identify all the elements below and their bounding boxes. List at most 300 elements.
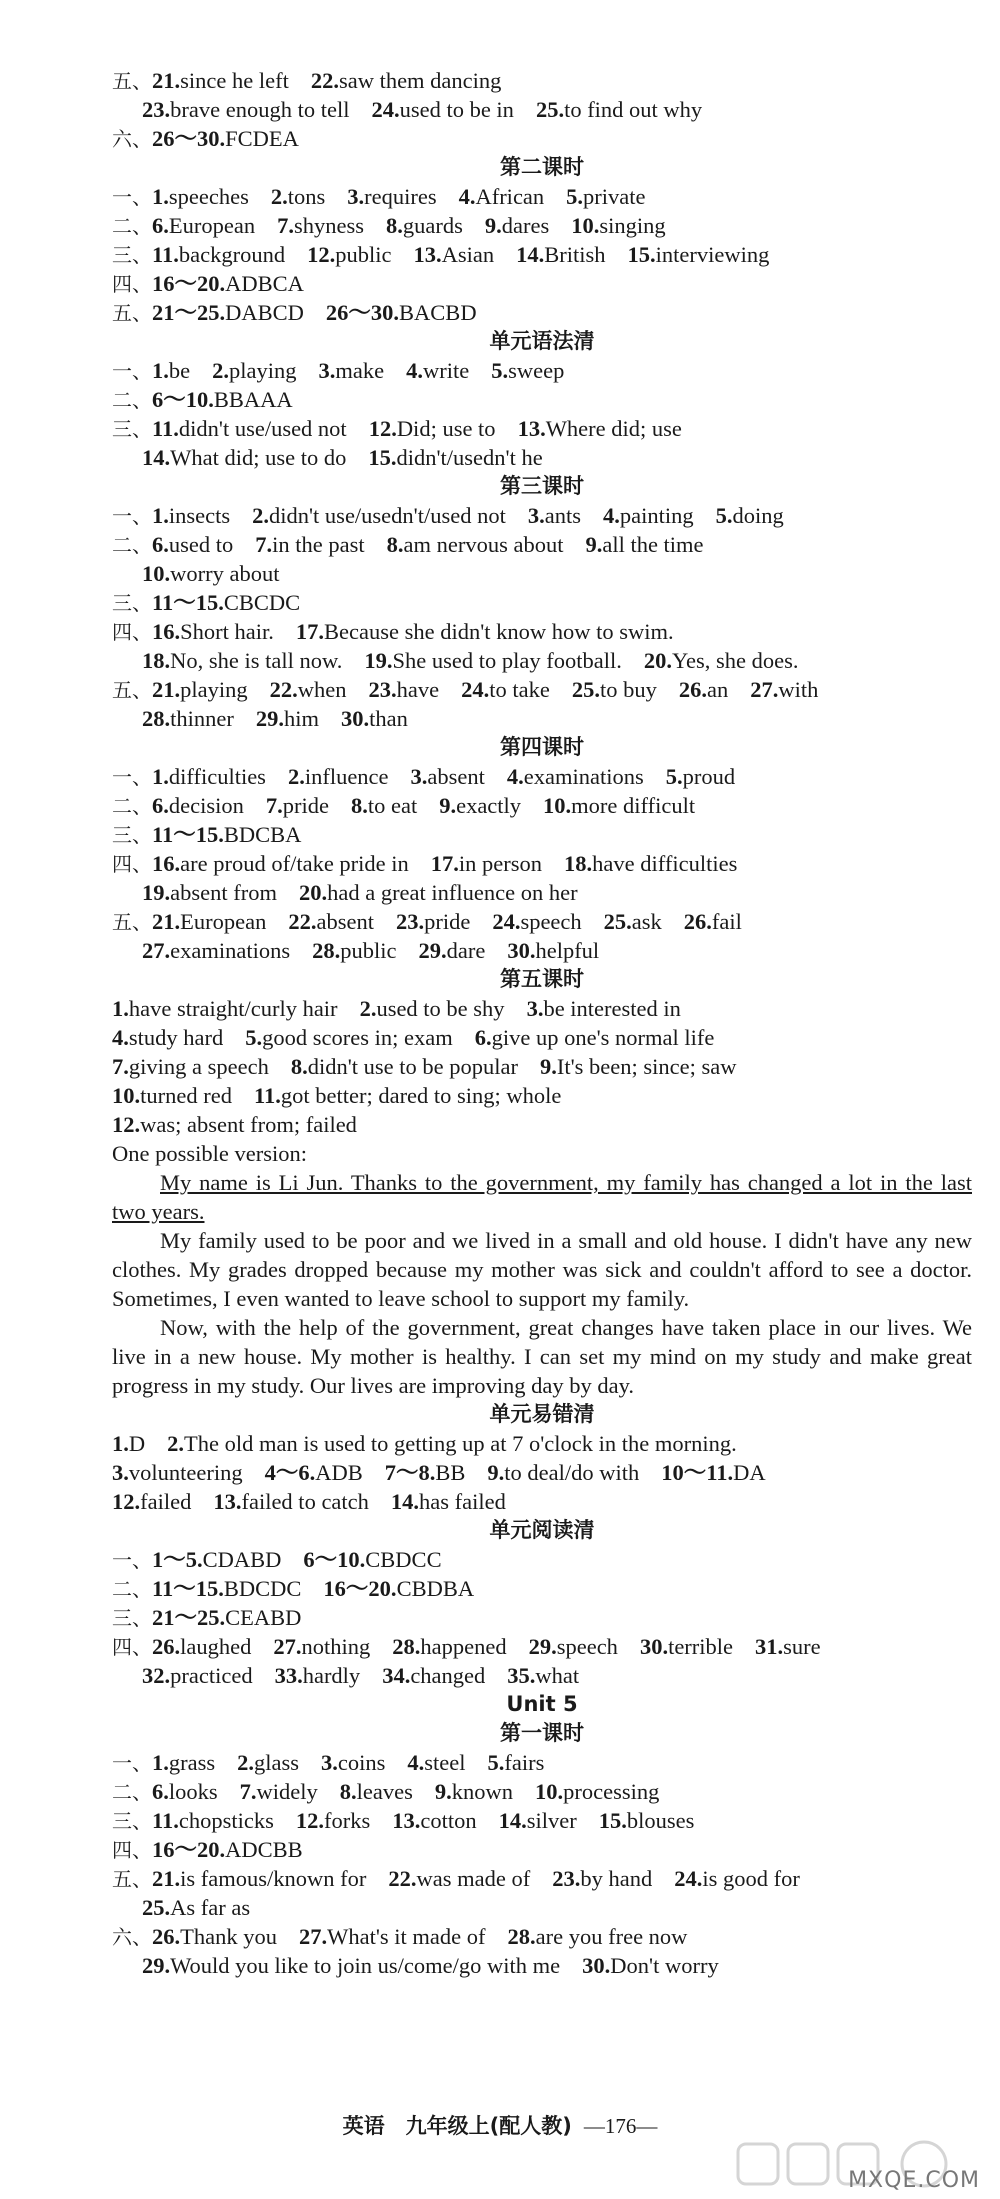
answer-text: pride — [424, 909, 471, 934]
section-prefix: 一、 — [112, 765, 152, 789]
question-number: 2. — [237, 1750, 254, 1775]
answer-item — [387, 532, 564, 557]
answer-line — [112, 704, 972, 733]
answer-item — [152, 1605, 301, 1630]
answer-item — [571, 213, 665, 238]
question-number: 10. — [543, 793, 572, 818]
question-number: 3. — [318, 358, 336, 383]
answer-line — [112, 530, 972, 559]
question-number: 24. — [492, 909, 521, 934]
question-number: 10～11. — [661, 1460, 734, 1485]
answer-text: proud — [682, 764, 736, 789]
answer-item — [255, 532, 364, 557]
question-number: 1. — [152, 764, 169, 789]
answer-item — [323, 1576, 474, 1601]
question-number: 2. — [287, 764, 305, 789]
answer-line — [112, 443, 972, 472]
answer-text: are proud of/take pride in — [180, 851, 409, 876]
section-prefix: 四、 — [112, 272, 152, 296]
essay-paragraph: My name is Li Jun. Thanks to the government, my family has changed a lot in the last two years. — [112, 1170, 972, 1224]
section-heading: Unit 5 — [506, 1692, 578, 1716]
question-number: 2. — [359, 996, 377, 1021]
answer-item — [307, 242, 391, 267]
answer-item — [518, 416, 682, 441]
answer-item — [516, 242, 605, 267]
question-number: 19. — [364, 648, 393, 673]
question-number: 30. — [582, 1953, 611, 1978]
question-number: 30. — [341, 706, 370, 731]
answer-item — [142, 561, 279, 586]
answer-text: ask — [631, 909, 662, 934]
answer-item — [265, 1460, 363, 1485]
answer-item — [475, 1025, 715, 1050]
answer-item — [413, 242, 494, 267]
answer-page — [112, 66, 972, 1980]
question-number: 11. — [152, 416, 179, 441]
question-number: 7～8. — [384, 1460, 436, 1485]
answer-item — [368, 445, 542, 470]
answer-line — [112, 820, 972, 849]
answer-item — [674, 1866, 800, 1891]
answer-text: guards — [402, 213, 463, 238]
answer-item — [439, 793, 521, 818]
answer-text: As far as — [170, 1895, 251, 1920]
answer-text: sure — [783, 1634, 821, 1659]
question-number: 22. — [269, 677, 298, 702]
answer-item — [112, 1460, 243, 1485]
section-prefix: 二、 — [112, 388, 152, 412]
question-number: 11. — [253, 1083, 281, 1108]
answer-item — [603, 503, 694, 528]
answer-item — [245, 1025, 452, 1050]
question-number: 10. — [112, 1083, 141, 1108]
answer-line — [112, 762, 972, 791]
question-number: 23. — [552, 1866, 581, 1891]
section-prefix: 三、 — [112, 823, 152, 847]
question-number: 28. — [507, 1924, 536, 1949]
answer-item — [661, 1460, 765, 1485]
answer-text: Thank you — [180, 1924, 277, 1949]
question-number: 11. — [152, 242, 179, 267]
answer-item — [507, 938, 599, 963]
answer-text: Did; use to — [396, 416, 496, 441]
answer-text: didn't/usedn't he — [396, 445, 543, 470]
answer-item — [418, 938, 485, 963]
answer-text: didn't use/usedn't/used not — [269, 503, 506, 528]
answer-text: giving a speech — [128, 1054, 269, 1079]
answer-item — [213, 1489, 369, 1514]
question-number: 8. — [385, 213, 403, 238]
answer-item — [351, 793, 417, 818]
question-number: 11～15. — [152, 822, 224, 847]
answer-text: What's it made of — [327, 1924, 486, 1949]
answer-text: was; absent from; failed — [140, 1112, 357, 1137]
answer-text: speech — [520, 909, 582, 934]
answer-item — [152, 590, 300, 615]
answer-item — [326, 300, 477, 325]
answer-text: steel — [424, 1750, 466, 1775]
answer-line — [112, 414, 972, 443]
answer-text: Would you like to join us/come/go with me — [170, 1953, 561, 1978]
answer-line — [112, 1632, 972, 1661]
answer-text: painting — [619, 503, 694, 528]
answer-item — [566, 184, 645, 209]
question-number: 5. — [566, 184, 584, 209]
answer-text: make — [335, 358, 385, 383]
answer-item — [461, 677, 550, 702]
answer-text: be interested in — [543, 996, 681, 1021]
answer-item — [270, 677, 347, 702]
answer-item — [152, 1808, 274, 1833]
question-number: 1. — [112, 1431, 129, 1456]
section-heading: 单元易错清 — [489, 1402, 595, 1426]
question-number: 12. — [295, 1808, 325, 1833]
answer-item — [684, 909, 742, 934]
question-number: 8. — [290, 1054, 308, 1079]
question-number: 24. — [371, 97, 400, 122]
answer-item — [392, 1808, 476, 1833]
answer-item — [540, 1054, 737, 1079]
answer-text: study hard — [128, 1025, 224, 1050]
answer-text: volunteering — [128, 1460, 243, 1485]
answer-item — [750, 677, 818, 702]
answer-item — [319, 358, 385, 383]
section-prefix: 五、 — [112, 678, 152, 702]
answer-text: to buy — [599, 677, 657, 702]
answer-text: ants — [544, 503, 581, 528]
answer-item — [152, 300, 304, 325]
answer-item — [296, 1808, 370, 1833]
answer-line — [112, 907, 972, 936]
question-number: 16. — [152, 851, 181, 876]
answer-text: used to be shy — [376, 996, 505, 1021]
question-number: 22. — [388, 1866, 417, 1891]
answer-item — [585, 532, 703, 557]
question-number: 1. — [112, 996, 129, 1021]
answer-item — [499, 1808, 577, 1833]
section-prefix: 四、 — [112, 1838, 152, 1862]
question-number: 29. — [418, 938, 447, 963]
question-number: 27. — [750, 677, 779, 702]
answer-text: processing — [563, 1779, 660, 1804]
answer-text: DABCD — [225, 300, 304, 325]
answer-line — [112, 1487, 972, 1516]
answer-line — [112, 1748, 972, 1777]
answer-text: to eat — [367, 793, 418, 818]
answer-line — [112, 240, 972, 269]
answer-text: examinations — [170, 938, 291, 963]
section-prefix: 六、 — [112, 127, 152, 151]
question-number: 31. — [755, 1634, 784, 1659]
footer-label: 英语 九年级上(配人教) — [342, 2114, 572, 2138]
question-number: 8. — [339, 1779, 357, 1804]
answer-line — [112, 646, 972, 675]
answer-text: European — [168, 213, 256, 238]
question-number: 23. — [142, 97, 171, 122]
answer-text: D — [128, 1431, 146, 1456]
answer-text: when — [297, 677, 347, 702]
answer-text: write — [422, 358, 470, 383]
answer-text: looks — [168, 1779, 218, 1804]
section-heading: 第一课时 — [500, 1721, 584, 1745]
answer-text: practiced — [170, 1663, 253, 1688]
question-number: 7. — [277, 213, 294, 238]
answer-line — [112, 356, 972, 385]
answer-item — [152, 213, 255, 238]
question-number: 29. — [142, 1953, 171, 1978]
answer-text: BB — [435, 1460, 466, 1485]
question-number: 13. — [392, 1808, 421, 1833]
question-number: 14. — [516, 242, 545, 267]
question-number: 5. — [715, 503, 733, 528]
answer-item — [382, 1663, 485, 1688]
answer-item — [435, 1779, 513, 1804]
answer-item — [485, 213, 549, 238]
answer-text: than — [369, 706, 408, 731]
section-heading: 单元语法清 — [489, 329, 595, 353]
question-number: 21～25. — [152, 1605, 226, 1630]
answer-item — [152, 851, 409, 876]
answer-text: She used to play football. — [392, 648, 622, 673]
answer-item — [364, 648, 621, 673]
answer-item — [152, 822, 301, 847]
section-heading: 第四课时 — [500, 735, 584, 759]
answer-item — [256, 706, 319, 731]
answer-item — [299, 880, 578, 905]
answer-text: known — [451, 1779, 513, 1804]
question-number: 2. — [167, 1431, 184, 1456]
question-number: 9. — [540, 1054, 557, 1079]
section-heading: 第二课时 — [500, 155, 584, 179]
answer-item — [212, 358, 296, 383]
answer-item — [385, 1460, 466, 1485]
answer-line — [112, 559, 972, 588]
answer-line — [112, 936, 972, 965]
answer-text: tons — [287, 184, 326, 209]
section-prefix: 五、 — [112, 301, 152, 325]
answer-item — [431, 851, 542, 876]
answer-text: is good for — [702, 1866, 800, 1891]
answer-text: insects — [168, 503, 231, 528]
answer-item — [392, 1634, 506, 1659]
answer-text: fail — [711, 909, 742, 934]
question-number: 25. — [571, 677, 600, 702]
answer-item — [240, 1779, 318, 1804]
answer-text: British — [544, 242, 606, 267]
section-prefix: 三、 — [112, 243, 152, 267]
answer-text: thinner — [170, 706, 234, 731]
question-number: 28. — [312, 938, 341, 963]
question-number: 5. — [665, 764, 683, 789]
answer-text: helpful — [535, 938, 600, 963]
answer-text: ADB — [315, 1460, 363, 1485]
answer-line — [112, 182, 972, 211]
question-number: 9. — [585, 532, 603, 557]
answer-line — [112, 1081, 972, 1110]
answer-line — [112, 1661, 972, 1690]
question-number: 6. — [152, 532, 169, 557]
question-number: 32. — [142, 1663, 171, 1688]
question-number: 2. — [270, 184, 288, 209]
answer-text: have — [396, 677, 440, 702]
answer-line — [112, 1603, 972, 1632]
answer-item — [112, 1489, 191, 1514]
answer-text: CBDBA — [396, 1576, 475, 1601]
answer-line — [112, 1458, 972, 1487]
answer-item — [371, 97, 513, 122]
answer-item — [391, 1489, 506, 1514]
answer-text: No, she is tall now. — [170, 648, 343, 673]
question-number: 21. — [152, 1866, 181, 1891]
answer-text: examinations — [523, 764, 644, 789]
answer-text: all the time — [602, 532, 704, 557]
answer-text: speeches — [168, 184, 249, 209]
answer-line — [112, 1835, 972, 1864]
answer-text: CEABD — [225, 1605, 302, 1630]
answer-item — [152, 1750, 215, 1775]
question-number: 4. — [407, 1750, 425, 1775]
answer-text: FCDEA — [225, 126, 299, 151]
question-number: 28. — [392, 1634, 421, 1659]
question-number: 4. — [458, 184, 476, 209]
answer-item — [252, 503, 506, 528]
answer-text: requires — [364, 184, 437, 209]
question-number: 2. — [252, 503, 269, 528]
answer-item — [529, 1634, 618, 1659]
answer-item — [142, 880, 277, 905]
question-number: 12. — [112, 1112, 141, 1137]
answer-line — [112, 1951, 972, 1980]
answer-item — [277, 213, 364, 238]
question-number: 19. — [142, 880, 171, 905]
answer-item — [142, 445, 346, 470]
answer-item — [536, 97, 702, 122]
question-number: 3. — [410, 764, 428, 789]
question-number: 23. — [395, 909, 425, 934]
answer-item — [386, 213, 463, 238]
question-number: 24. — [461, 677, 490, 702]
question-number: 22. — [310, 68, 339, 93]
question-number: 6. — [474, 1025, 492, 1050]
answer-item — [527, 996, 681, 1021]
question-number: 1. — [152, 503, 169, 528]
answer-line — [112, 1023, 972, 1052]
question-number: 6. — [152, 793, 169, 818]
answer-text: give up one's normal life — [491, 1025, 715, 1050]
question-number: 16. — [152, 619, 181, 644]
answer-text: nothing — [301, 1634, 371, 1659]
section-prefix: 四、 — [112, 852, 152, 876]
answer-text: BBAAA — [213, 387, 293, 412]
essay-paragraph: Now, with the help of the government, great changes have taken place in our lives. We live in a new house. My mother is healthy. I can set my mind on my study and make great progress in my study. Our lives are improving day by day. — [112, 1315, 972, 1398]
answer-text: brave enough to tell — [170, 97, 350, 122]
answer-item — [271, 184, 325, 209]
answer-item — [487, 1750, 544, 1775]
answer-item — [254, 1083, 561, 1108]
question-number: 9. — [487, 1460, 505, 1485]
answer-line — [112, 211, 972, 240]
answer-line — [112, 1806, 972, 1835]
question-number: 27. — [142, 938, 171, 963]
question-number: 26. — [683, 909, 712, 934]
question-number: 10. — [534, 1779, 564, 1804]
answer-text: more difficult — [571, 793, 696, 818]
answer-item — [411, 764, 485, 789]
section-prefix: 四、 — [112, 620, 152, 644]
question-number: 25. — [142, 1895, 171, 1920]
answer-text: terrible — [668, 1634, 734, 1659]
answer-text: didn't use/used not — [178, 416, 347, 441]
section-prefix: 一、 — [112, 185, 152, 209]
question-number: 3. — [112, 1460, 129, 1485]
answer-text: DA — [733, 1460, 766, 1485]
answer-item — [288, 909, 374, 934]
question-number: 20. — [298, 880, 328, 905]
answer-item — [152, 68, 289, 93]
answer-text: public — [340, 938, 397, 963]
answer-text: laughed — [180, 1634, 252, 1659]
answer-item — [275, 1663, 361, 1688]
section-heading: 单元阅读清 — [489, 1518, 595, 1542]
answer-line — [112, 878, 972, 907]
question-number: 16～20. — [152, 271, 226, 296]
answer-text: public — [335, 242, 392, 267]
question-number: 27. — [273, 1634, 302, 1659]
answer-item — [507, 1663, 579, 1688]
answer-line — [112, 66, 972, 95]
question-number: 7. — [255, 532, 273, 557]
answer-text: to deal/do with — [504, 1460, 640, 1485]
answer-item — [755, 1634, 821, 1659]
answer-item — [291, 1054, 518, 1079]
answer-item — [152, 909, 266, 934]
answer-item — [112, 1083, 232, 1108]
question-number: 6～10. — [303, 1547, 366, 1572]
question-number: 18. — [564, 851, 593, 876]
answer-item — [564, 851, 737, 876]
answer-text: fairs — [504, 1750, 545, 1775]
question-number: 4. — [112, 1025, 129, 1050]
answer-item — [152, 126, 299, 151]
answer-text: doing — [732, 503, 784, 528]
answer-item — [152, 387, 293, 412]
answer-line — [112, 588, 972, 617]
section-prefix: 二、 — [112, 1780, 152, 1804]
question-number: 9. — [484, 213, 502, 238]
question-number: 21. — [152, 677, 181, 702]
answer-text: had a great influence on her — [327, 880, 578, 905]
answer-text: grass — [168, 1750, 216, 1775]
answer-item — [152, 1634, 251, 1659]
answer-text: glass — [254, 1750, 299, 1775]
question-number: 34. — [382, 1663, 411, 1688]
question-number: 4. — [602, 503, 620, 528]
question-number: 27. — [298, 1924, 328, 1949]
question-number: 7. — [112, 1054, 129, 1079]
answer-item — [340, 1779, 413, 1804]
answer-text: to find out why — [564, 97, 703, 122]
answer-text: European — [180, 909, 267, 934]
answer-item — [303, 1547, 441, 1572]
answer-text: CDABD — [202, 1547, 282, 1572]
question-number: 11～15. — [152, 1576, 224, 1601]
answer-line — [112, 95, 972, 124]
answer-line — [112, 791, 972, 820]
section-prefix: 六、 — [112, 1925, 152, 1949]
question-number: 20. — [643, 648, 672, 673]
question-number: 16～20. — [323, 1576, 397, 1601]
question-number: 3. — [526, 996, 544, 1021]
